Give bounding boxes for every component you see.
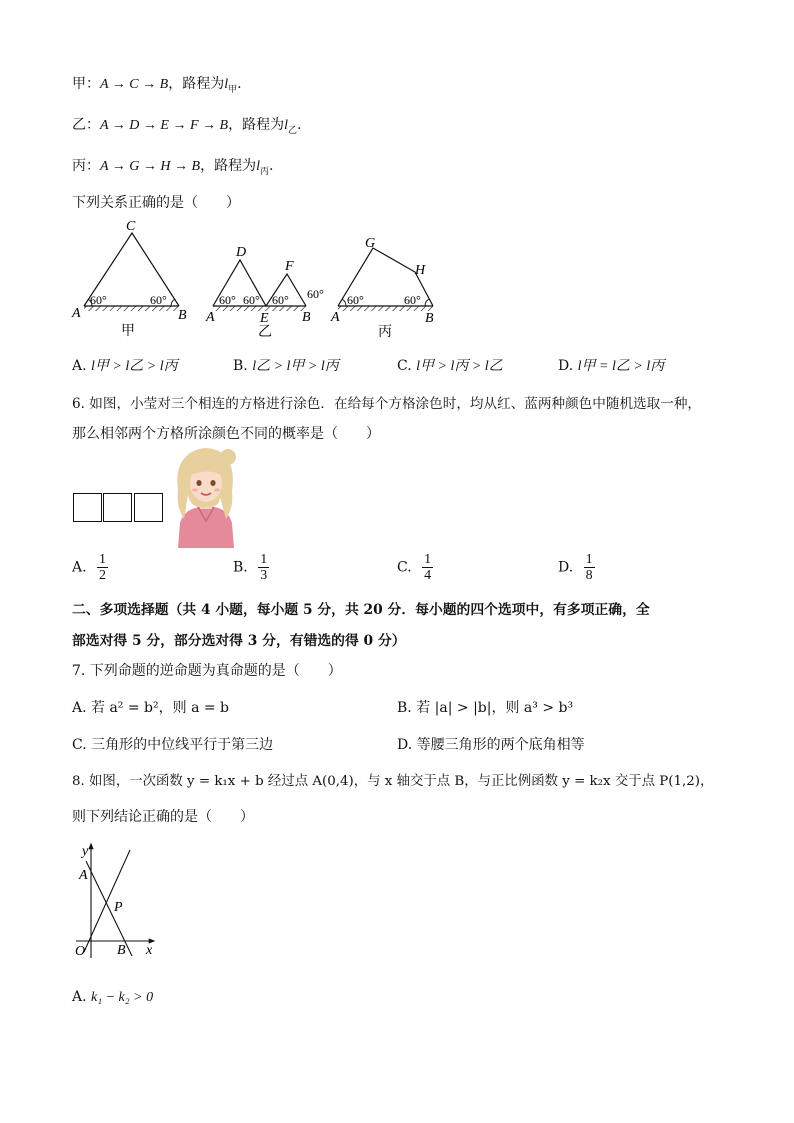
q6-stem-line1: 6. 如图，小莹对三个相连的方格进行涂色．在给每个方格涂色时，均从红、蓝两种颜色中随机选取一种， — [72, 396, 702, 412]
label-B: B — [178, 308, 187, 323]
svg-text:60°: 60° — [150, 293, 167, 307]
figure-jia — [71, 219, 187, 339]
q8-stem-line2: 则下列结论正确的是（ ） — [72, 809, 254, 825]
route-line-bing: 丙：A → G → H → B，路程为$l_丙$. — [72, 158, 274, 177]
svg-text:60°: 60° — [307, 287, 324, 301]
q5-option-a[interactable]: A. l甲 > l乙 > l丙 — [72, 358, 178, 374]
svg-text:G: G — [365, 236, 376, 251]
route-line-yi: 乙：A → D → E → F → B，路程为$l_乙$. — [72, 117, 302, 136]
svg-text:B: B — [425, 311, 434, 326]
section2-heading-line1: 二、多项选择题（共 4 小题，每小题 5 分，共 20 分．每小题的四个选项中，有多项正确，全 — [72, 602, 650, 618]
svg-text:60°: 60° — [347, 293, 364, 307]
svg-text:O: O — [75, 944, 86, 959]
svg-text:60°: 60° — [90, 293, 107, 307]
grid-square-3 — [134, 493, 163, 522]
girl-illustration — [170, 445, 240, 548]
q6-option-a[interactable]: A. $\frac{1}{2}$ — [72, 552, 107, 583]
svg-text:A: A — [206, 310, 215, 325]
q5-option-c[interactable]: C. l甲 > l丙 > l乙 — [397, 358, 503, 374]
q5-stem: 下列关系正确的是（ ） — [72, 195, 240, 211]
svg-text:F: F — [285, 259, 294, 274]
svg-text:A: A — [331, 310, 340, 325]
label-C: C — [126, 219, 136, 234]
svg-text:60°: 60° — [404, 293, 421, 307]
q6-stem-line2: 那么相邻两个方格所涂颜色不同的概率是（ ） — [72, 426, 380, 442]
svg-text:60°: 60° — [243, 293, 260, 307]
svg-text:60°: 60° — [272, 293, 289, 307]
svg-text:P: P — [114, 900, 123, 915]
figure-bing — [330, 236, 434, 340]
q5-option-d[interactable]: D. l甲 = l乙 > l丙 — [558, 358, 665, 374]
svg-text:E: E — [260, 311, 269, 326]
line-y-k1x-b — [86, 861, 132, 956]
q5-triangle-figure — [68, 218, 448, 346]
section2-heading-line2: 部选对得 5 分，部分选对得 3 分，有错选的得 0 分） — [72, 633, 406, 649]
q7-option-b[interactable]: B. 若 |a| > |b|，则 a³ > b³ — [397, 700, 574, 716]
q5-option-b[interactable]: B. l乙 > l甲 > l丙 — [233, 358, 339, 374]
label-A: A — [72, 306, 81, 321]
svg-text:60°: 60° — [219, 293, 236, 307]
q7-option-c[interactable]: C. 三角形的中位线平行于第三边 — [72, 737, 274, 753]
svg-text:B: B — [302, 310, 311, 325]
svg-text:y: y — [82, 844, 89, 859]
route-line-jia: 甲：A → C → B，路程为$l_甲$. — [72, 76, 242, 95]
q8-coordinate-figure — [70, 840, 165, 960]
svg-text:乙: 乙 — [258, 325, 272, 340]
q6-option-b[interactable]: B. $\frac{1}{3}$ — [233, 552, 268, 583]
q7-stem: 7. 下列命题的逆命题为真命题的是（ ） — [72, 663, 342, 679]
svg-text:H: H — [415, 263, 426, 278]
svg-text:D: D — [236, 245, 247, 260]
q8-stem-line1: 8. 如图，一次函数 y = k₁x + b 经过点 A(0,4)，与 x 轴交于点 B，与正比例函数 y = k₂x 交于点 P(1,2)， — [72, 774, 714, 789]
svg-text:丙: 丙 — [378, 325, 392, 340]
svg-text:x: x — [146, 943, 153, 958]
svg-text:甲: 甲 — [121, 324, 135, 339]
figure-yi — [205, 245, 324, 340]
q7-option-a[interactable]: A. 若 a² = b²，则 a = b — [72, 700, 230, 716]
svg-text:A: A — [79, 868, 88, 883]
q6-option-d[interactable]: D. $\frac{1}{8}$ — [558, 552, 593, 583]
q7-option-d[interactable]: D. 等腰三角形的两个底角相等 — [397, 737, 585, 753]
q8-option-a[interactable]: A. k₁ − k₂ > 0 — [72, 989, 154, 1005]
grid-square-2 — [103, 493, 132, 522]
svg-text:B: B — [117, 943, 126, 958]
q6-option-c[interactable]: C. $\frac{1}{4}$ — [397, 552, 432, 583]
grid-square-1 — [73, 493, 102, 522]
